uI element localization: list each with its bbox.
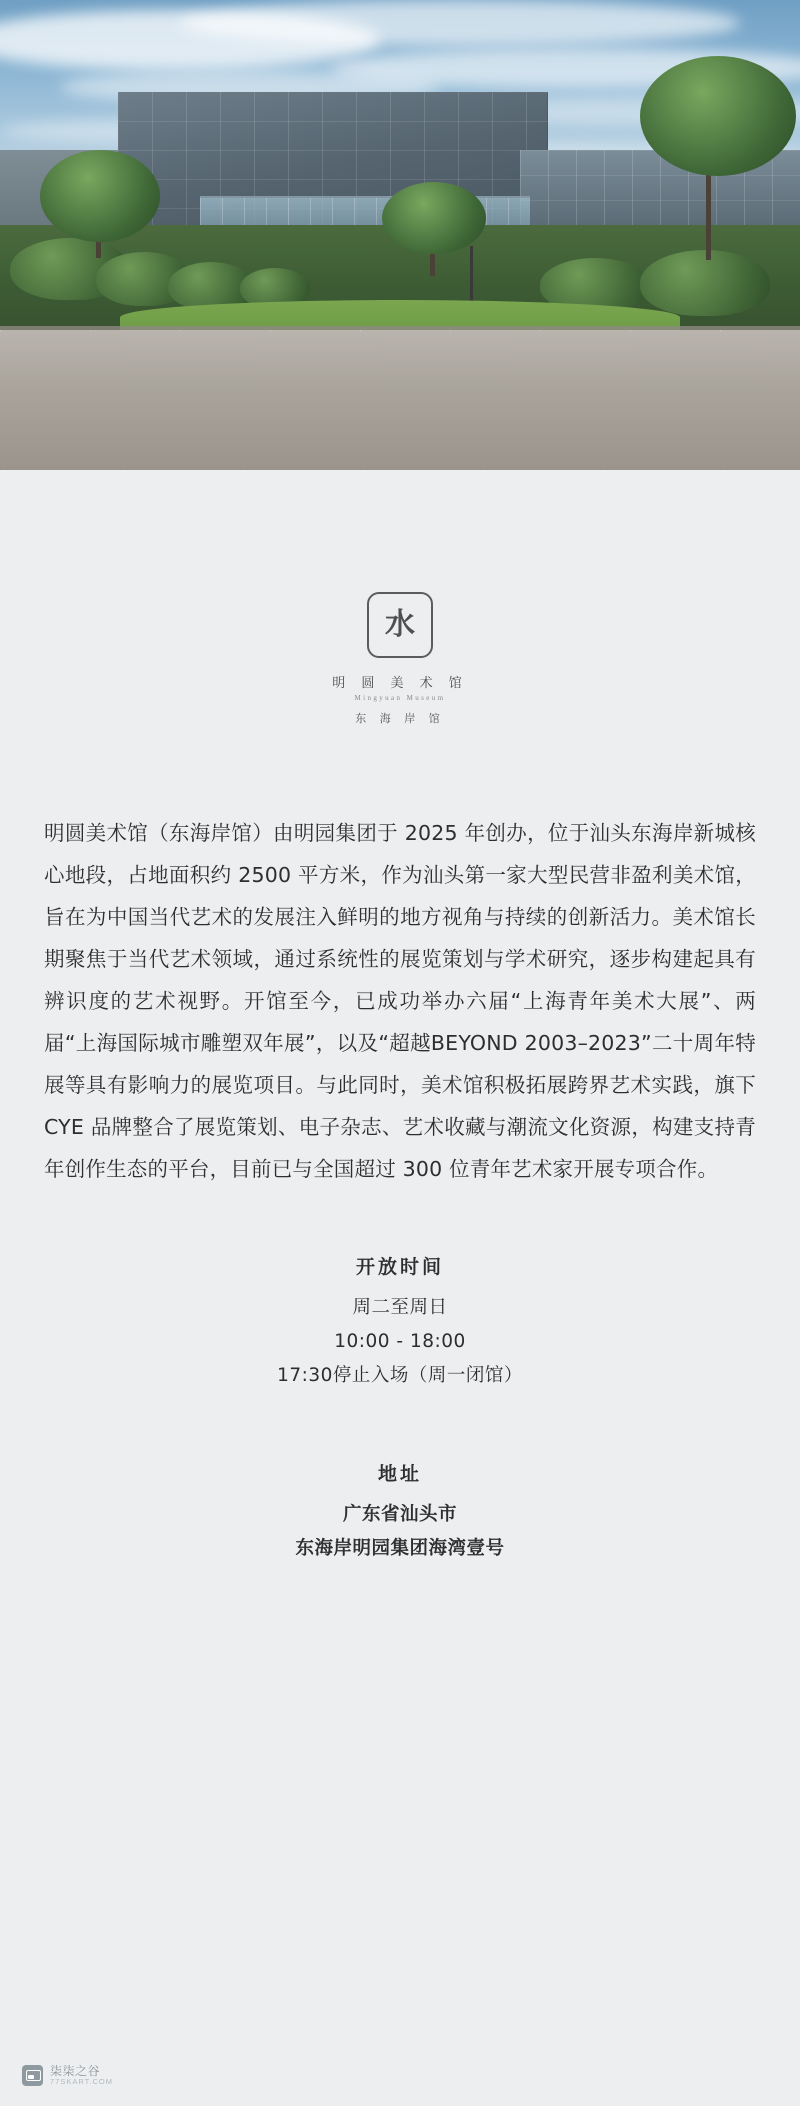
museum-logo	[0, 470, 800, 726]
paving-seams	[0, 330, 800, 470]
logo-branch-cn: 东 海 岸 馆	[355, 712, 445, 725]
article-body	[0, 470, 800, 2106]
logo-name-cn: 明 圆 美 术 馆	[332, 676, 468, 691]
watermark-url: 77SKART.COM	[50, 2076, 113, 2086]
tree	[640, 56, 796, 176]
address-line: 广东省汕头市	[342, 1504, 457, 1525]
tree	[40, 150, 160, 242]
opening-hours-line: 10:00 - 18:00	[334, 1331, 466, 1352]
address-heading: 地址	[377, 1463, 422, 1485]
opening-hours-block	[0, 1252, 800, 1393]
cloud	[180, 0, 740, 46]
shrub	[640, 250, 770, 316]
opening-hours-line: 17:30停止入场（周一闭馆）	[277, 1365, 523, 1386]
opening-hours-line: 周二至周日	[352, 1297, 448, 1318]
seal-glyph: 水	[385, 607, 415, 642]
logo-name-en: Mingyuan Museum	[354, 694, 446, 702]
hero-photo	[0, 0, 800, 470]
tree	[382, 182, 486, 254]
seal-logo-icon	[367, 592, 433, 658]
watermark-text	[50, 2065, 113, 2085]
watermark-title: 柒柒之谷	[50, 2064, 101, 2079]
opening-hours-heading: 开放时间	[355, 1256, 444, 1278]
source-watermark	[22, 2065, 113, 2086]
plaza-paving	[0, 330, 800, 470]
address-block	[0, 1459, 800, 1566]
address-line: 东海岸明园集团海湾壹号	[295, 1538, 505, 1559]
intro-paragraph: 明圆美术馆（东海岸馆）由明园集团于 2025 年创办，位于汕头东海岸新城核心地段，占地面积约 2500 平方米，作为汕头第一家大型民营非盈利美术馆，旨在为中国当代艺术的发展注入鲜明的地方视角与持续的创新活力。美术馆长期聚焦于当代艺术领域，通过系统性的展览策划与学术研究，逐步构建起具有辨识度的艺术视野。开馆至今，已成功举办六届“上海青年美术大展”、两届“上海国际城市雕塑双年展”，以及“超越BEYOND 2003–2023”二十周年特展等具有影响力的展览项目。与此同时，美术馆积极拓展跨界艺术实践，旗下 CYE 品牌整合了展览策划、电子杂志、艺术收藏与潮流文化资源，构建支持青年创作生态的平台，目前已与全国超过 300 位青年艺术家开展专项合作。	[44, 821, 756, 1181]
watermark-logo-icon	[22, 2065, 43, 2086]
